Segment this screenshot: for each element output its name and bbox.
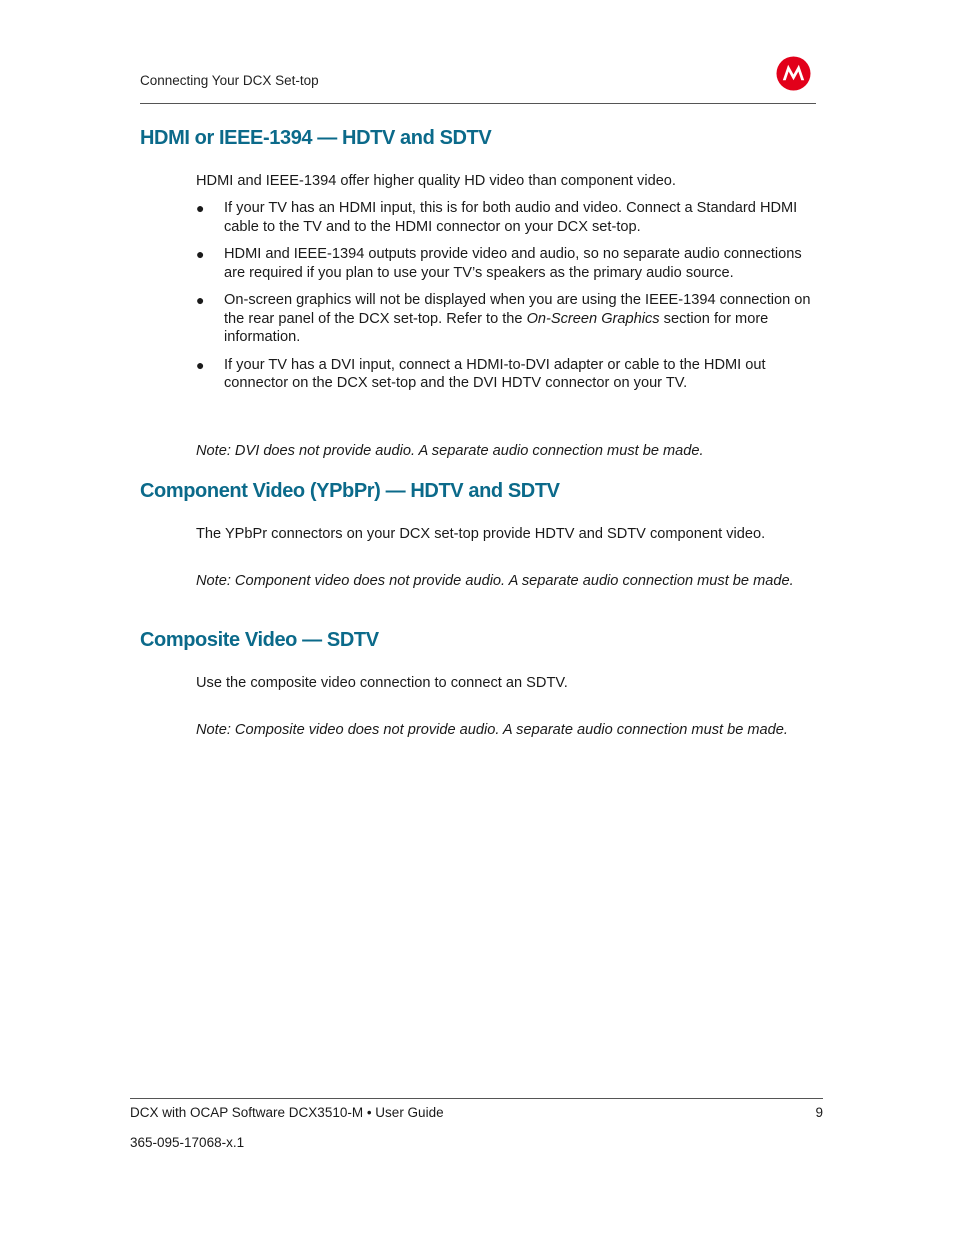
bullet-list-hdmi — [196, 199, 811, 402]
document-number: 365-095-17068-x.1 — [130, 1135, 245, 1150]
running-header: Connecting Your DCX Set-top — [140, 73, 319, 88]
list-item-text: If your TV has an HDMI input, this is for both audio and video. Connect a Standard HDMI cable to the TV and to the HDMI connector on your DCX set-top. — [224, 200, 798, 235]
section-intro-composite: Use the composite video connection to connect an SDTV. — [196, 675, 568, 691]
bullet-dot: ● — [196, 356, 205, 373]
section-heading-hdmi: HDMI or IEEE-1394 — HDTV and SDTV — [140, 127, 492, 149]
section-heading-composite: Composite Video — SDTV — [140, 629, 379, 651]
list-item — [196, 245, 811, 282]
list-item — [196, 291, 811, 347]
list-item-text: On-screen graphics will not be displayed when you are using the IEEE-1394 connection on the rear panel of the DCX set-top. Refer to the On-Screen Graphics section for more information. — [224, 292, 811, 345]
bullet-dot: ● — [196, 246, 205, 262]
list-item — [196, 356, 811, 393]
motorola-logo-icon — [776, 56, 811, 91]
header-divider — [140, 103, 816, 104]
page-number: 9 — [815, 1105, 823, 1120]
section-intro-hdmi: HDMI and IEEE-1394 offer higher quality HD video than component video. — [196, 173, 676, 189]
bullet-dot: ● — [196, 292, 205, 308]
note-component: Note: Component video does not provide audio. A separate audio connection must be made. — [196, 573, 794, 589]
section-heading-component: Component Video (YPbPr) — HDTV and SDTV — [140, 480, 560, 502]
cross-reference: On-Screen Graphics — [526, 310, 660, 327]
list-item-text: HDMI and IEEE-1394 outputs provide video and audio, so no separate audio connections are required if you plan to use your TV’s speakers as the primary audio source. — [224, 246, 802, 281]
footer-divider — [130, 1098, 823, 1099]
note-composite: Note: Composite video does not provide audio. A separate audio connection must be made. — [196, 722, 788, 738]
note-dvi: Note: DVI does not provide audio. A separate audio connection must be made. — [196, 443, 704, 459]
footer-title: DCX with OCAP Software DCX3510-M • User Guide — [130, 1105, 444, 1120]
bullet-dot: ● — [196, 200, 205, 216]
section-intro-component: The YPbPr connectors on your DCX set-top provide HDTV and SDTV component video. — [196, 526, 766, 542]
list-item — [196, 199, 811, 236]
list-item-text: If your TV has a DVI input, connect a HDMI-to-DVI adapter or cable to the HDMI out connector on the DCX set-top and the DVI HDTV connector on your TV. — [224, 356, 766, 391]
